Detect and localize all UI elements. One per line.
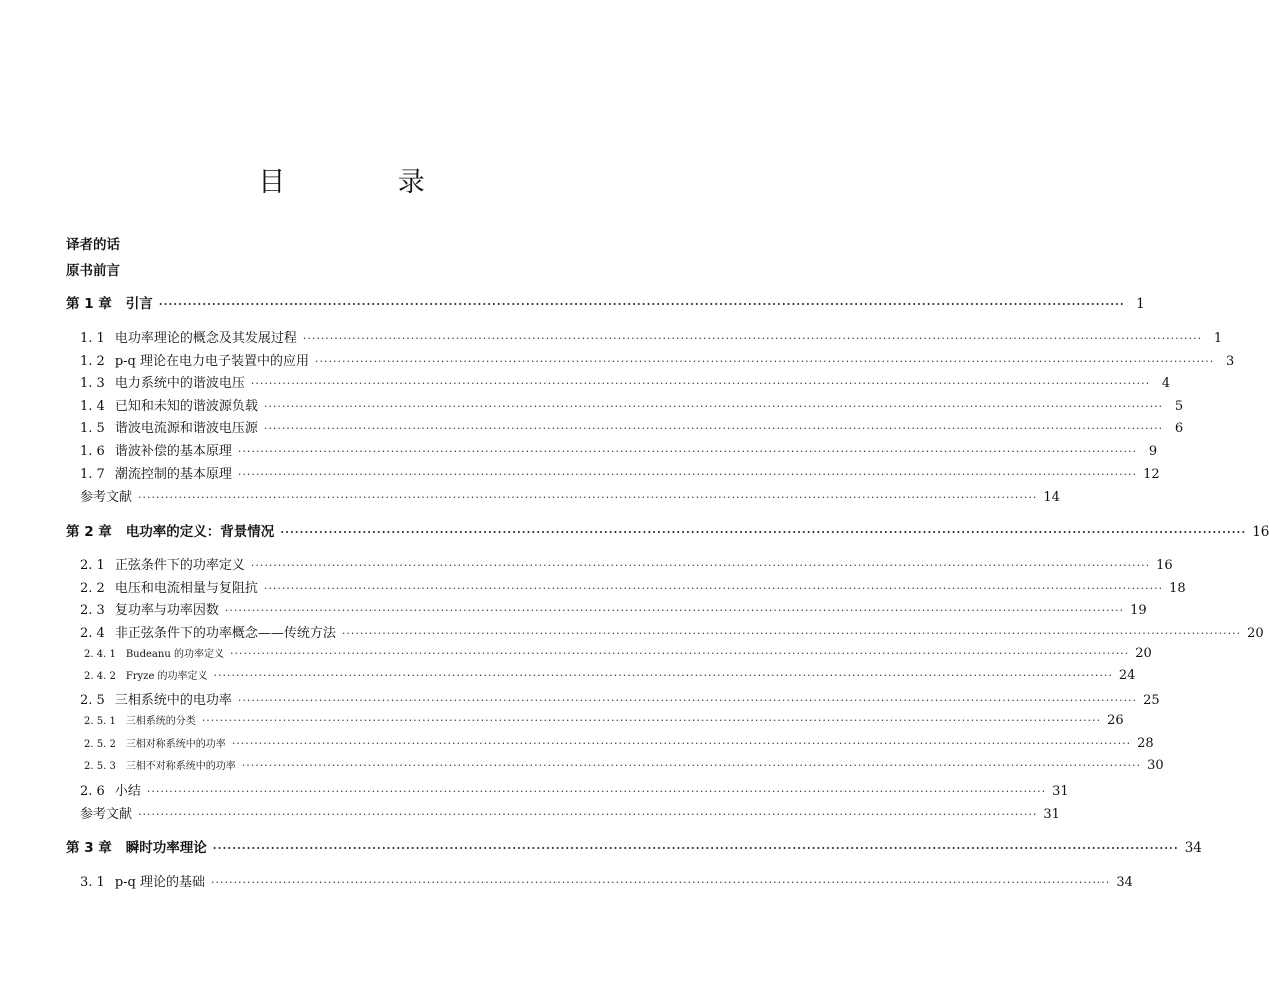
toc-entry-number: 1. 5 bbox=[80, 421, 105, 436]
toc-entry-title: Fryze 的功率定义 bbox=[125, 671, 208, 682]
toc-entry-sub[interactable] bbox=[84, 757, 1164, 773]
toc-entry-page-number: 34 bbox=[1184, 840, 1202, 856]
toc-entry-number: 2. 5. 2 bbox=[84, 739, 116, 750]
toc-entry-page-number: 28 bbox=[1137, 736, 1154, 751]
toc-entry-page-number: 24 bbox=[1118, 668, 1136, 683]
toc-entry-title: 三相不对称系统中的功率 bbox=[125, 761, 236, 772]
toc-entry-section[interactable] bbox=[80, 327, 1223, 346]
toc-entry-number: 2. 5. 3 bbox=[84, 761, 116, 772]
toc-entry-page-number: 3 bbox=[1226, 354, 1235, 369]
page-title: 目 录 bbox=[258, 167, 477, 198]
toc-entry-title: 非正弦条件下的功率概念——传统方法 bbox=[114, 626, 336, 641]
dot-leader: ········································································································································································································ bbox=[229, 647, 1130, 660]
toc-entry-section[interactable] bbox=[80, 372, 1171, 391]
toc-entry-sub[interactable] bbox=[84, 712, 1124, 728]
toc-entry-chapter[interactable] bbox=[66, 520, 1269, 540]
toc-entry-section[interactable] bbox=[80, 577, 1186, 596]
dot-leader: ········································································································································································································ bbox=[302, 332, 1203, 345]
toc-entry-title: 电功率的定义：背景情况 bbox=[125, 524, 275, 540]
toc-entry-page-number: 34 bbox=[1116, 875, 1133, 890]
toc-entry-page-number: 6 bbox=[1174, 421, 1184, 436]
toc-entry-title: 三相系统中的电功率 bbox=[114, 693, 232, 708]
toc-entry-page-number: 20 bbox=[1247, 626, 1264, 641]
toc-entry-number: 2. 6 bbox=[80, 784, 105, 799]
front-matter-translator-note[interactable]: 译者的话 bbox=[66, 237, 120, 253]
toc-entry-title: 引言 bbox=[125, 296, 153, 312]
toc-entry-page-number: 30 bbox=[1147, 758, 1164, 773]
toc-entry-sub[interactable] bbox=[84, 667, 1136, 683]
toc-entry-number: 2. 4. 2 bbox=[84, 671, 116, 682]
toc-entry-number: 2. 2 bbox=[80, 581, 105, 596]
toc-entry-section[interactable] bbox=[80, 622, 1264, 641]
dot-leader: ········································································································································································································ bbox=[250, 559, 1151, 572]
toc-entry-number: 1. 6 bbox=[80, 444, 105, 459]
toc-entry-number: 1. 1 bbox=[80, 331, 105, 346]
dot-leader: ········································································································································································································ bbox=[280, 526, 1247, 539]
dot-leader: ········································································································································································································ bbox=[224, 604, 1125, 617]
toc-entry-chapter[interactable] bbox=[66, 292, 1145, 312]
toc-entry-title: 电压和电流相量与复阻抗 bbox=[114, 581, 258, 596]
toc-entry-section[interactable] bbox=[80, 871, 1133, 890]
toc-entry-number: 第 3 章 bbox=[66, 840, 112, 856]
toc-entry-page-number: 16 bbox=[1156, 558, 1173, 573]
dot-leader: ········································································································································································································ bbox=[138, 491, 1038, 504]
toc-entry-number: 2. 3 bbox=[80, 603, 105, 618]
toc-entry-title: 瞬时功率理论 bbox=[125, 840, 207, 856]
toc-entry-number: 1. 3 bbox=[80, 376, 105, 391]
toc-entry-page-number: 12 bbox=[1143, 467, 1160, 482]
toc-entry-number: 2. 1 bbox=[80, 558, 105, 573]
front-matter-original-preface[interactable]: 原书前言 bbox=[66, 263, 120, 279]
dot-leader: ········································································································································································································ bbox=[237, 694, 1138, 707]
toc-entry-sub[interactable] bbox=[84, 645, 1152, 661]
toc-entry-sub[interactable] bbox=[84, 735, 1154, 751]
toc-entry-number: 2. 5 bbox=[80, 693, 105, 708]
toc-entry-chapter[interactable] bbox=[66, 836, 1202, 856]
toc-entry-title: 复功率与功率因数 bbox=[114, 603, 219, 618]
toc-entry-title: p-q 理论在电力电子装置中的应用 bbox=[114, 354, 309, 369]
toc-entry-page-number: 9 bbox=[1148, 444, 1158, 459]
dot-leader: ········································································································································································································ bbox=[138, 808, 1038, 821]
dot-leader: ········································································································································································································ bbox=[146, 785, 1047, 798]
toc-entry-section[interactable] bbox=[80, 689, 1160, 708]
dot-leader: ········································································································································································································ bbox=[213, 669, 1113, 682]
toc-entry-title: Budeanu 的功率定义 bbox=[125, 649, 224, 660]
toc-entry-section[interactable] bbox=[80, 780, 1069, 799]
toc-entry-title: 潮流控制的基本原理 bbox=[114, 467, 232, 482]
dot-leader: ········································································································································································································ bbox=[237, 468, 1138, 481]
dot-leader: ········································································································································································································ bbox=[263, 422, 1164, 435]
toc-entry-section[interactable] bbox=[80, 440, 1158, 459]
toc-entry-page-number: 14 bbox=[1043, 490, 1060, 505]
dot-leader: ········································································································································································································ bbox=[241, 759, 1142, 772]
toc-entry-page-number: 4 bbox=[1161, 376, 1171, 391]
dot-leader: ········································································································································································································ bbox=[263, 400, 1164, 413]
toc-entry-page-number: 19 bbox=[1130, 603, 1147, 618]
toc-entry-page-number: 1 bbox=[1136, 296, 1145, 312]
toc-entry-title: 参考文献 bbox=[80, 807, 133, 822]
toc-entry-title: 电力系统中的谐波电压 bbox=[114, 376, 245, 391]
dot-leader: ········································································································································································································ bbox=[212, 842, 1179, 855]
toc-entry-title: 参考文献 bbox=[80, 490, 133, 505]
toc-entry-page-number: 16 bbox=[1252, 524, 1269, 540]
toc-entry-title: 小结 bbox=[114, 784, 141, 799]
toc-entry-page-number: 25 bbox=[1143, 693, 1160, 708]
toc-entry-section[interactable] bbox=[80, 350, 1235, 369]
toc-entry-title: 三相对称系统中的功率 bbox=[125, 739, 226, 750]
toc-entry-section[interactable] bbox=[80, 463, 1160, 482]
dot-leader: ········································································································································································································ bbox=[231, 737, 1132, 750]
toc-entry-section[interactable] bbox=[80, 417, 1184, 436]
toc-entry-section[interactable] bbox=[80, 599, 1147, 618]
toc-entry-number: 第 1 章 bbox=[66, 296, 112, 312]
toc-entry-ref[interactable] bbox=[80, 803, 1060, 822]
dot-leader: ········································································································································································································ bbox=[263, 582, 1164, 595]
toc-entry-title: 电功率理论的概念及其发展过程 bbox=[114, 331, 297, 346]
toc-entry-number: 3. 1 bbox=[80, 875, 105, 890]
toc-entry-ref[interactable] bbox=[80, 486, 1060, 505]
toc-entry-number: 1. 7 bbox=[80, 467, 105, 482]
dot-leader: ········································································································································································································ bbox=[158, 298, 1125, 311]
toc-entry-number: 2. 5. 1 bbox=[84, 716, 116, 727]
toc-entry-title: 谐波电流源和谐波电压源 bbox=[114, 421, 258, 436]
dot-leader: ········································································································································································································ bbox=[314, 355, 1215, 368]
toc-entry-number: 1. 2 bbox=[80, 354, 105, 369]
toc-entry-page-number: 18 bbox=[1169, 581, 1186, 596]
dot-leader: ········································································································································································································ bbox=[210, 876, 1111, 889]
dot-leader: ········································································································································································································ bbox=[341, 627, 1242, 640]
dot-leader: ········································································································································································································ bbox=[237, 445, 1138, 458]
toc-entry-section[interactable] bbox=[80, 395, 1184, 414]
dot-leader: ········································································································································································································ bbox=[250, 377, 1151, 390]
toc-entry-page-number: 31 bbox=[1052, 784, 1069, 799]
toc-entry-title: 三相系统的分类 bbox=[125, 716, 196, 727]
toc-entry-number: 2. 4 bbox=[80, 626, 105, 641]
toc-entry-number: 第 2 章 bbox=[66, 524, 112, 540]
toc-entry-number: 1. 4 bbox=[80, 399, 105, 414]
toc-entry-page-number: 5 bbox=[1174, 399, 1184, 414]
toc-entry-title: 谐波补偿的基本原理 bbox=[114, 444, 232, 459]
toc-entry-page-number: 26 bbox=[1107, 713, 1124, 728]
toc-entry-title: 已知和未知的谐波源负载 bbox=[114, 399, 258, 414]
toc-entry-number: 2. 4. 1 bbox=[84, 649, 116, 660]
toc-entry-page-number: 20 bbox=[1135, 646, 1152, 661]
toc-entry-title: p-q 理论的基础 bbox=[114, 875, 205, 890]
toc-entry-section[interactable] bbox=[80, 554, 1173, 573]
toc-entry-page-number: 31 bbox=[1043, 807, 1060, 822]
toc-entry-title: 正弦条件下的功率定义 bbox=[114, 558, 245, 573]
dot-leader: ········································································································································································································ bbox=[201, 714, 1102, 727]
toc-entry-page-number: 1 bbox=[1213, 331, 1223, 346]
